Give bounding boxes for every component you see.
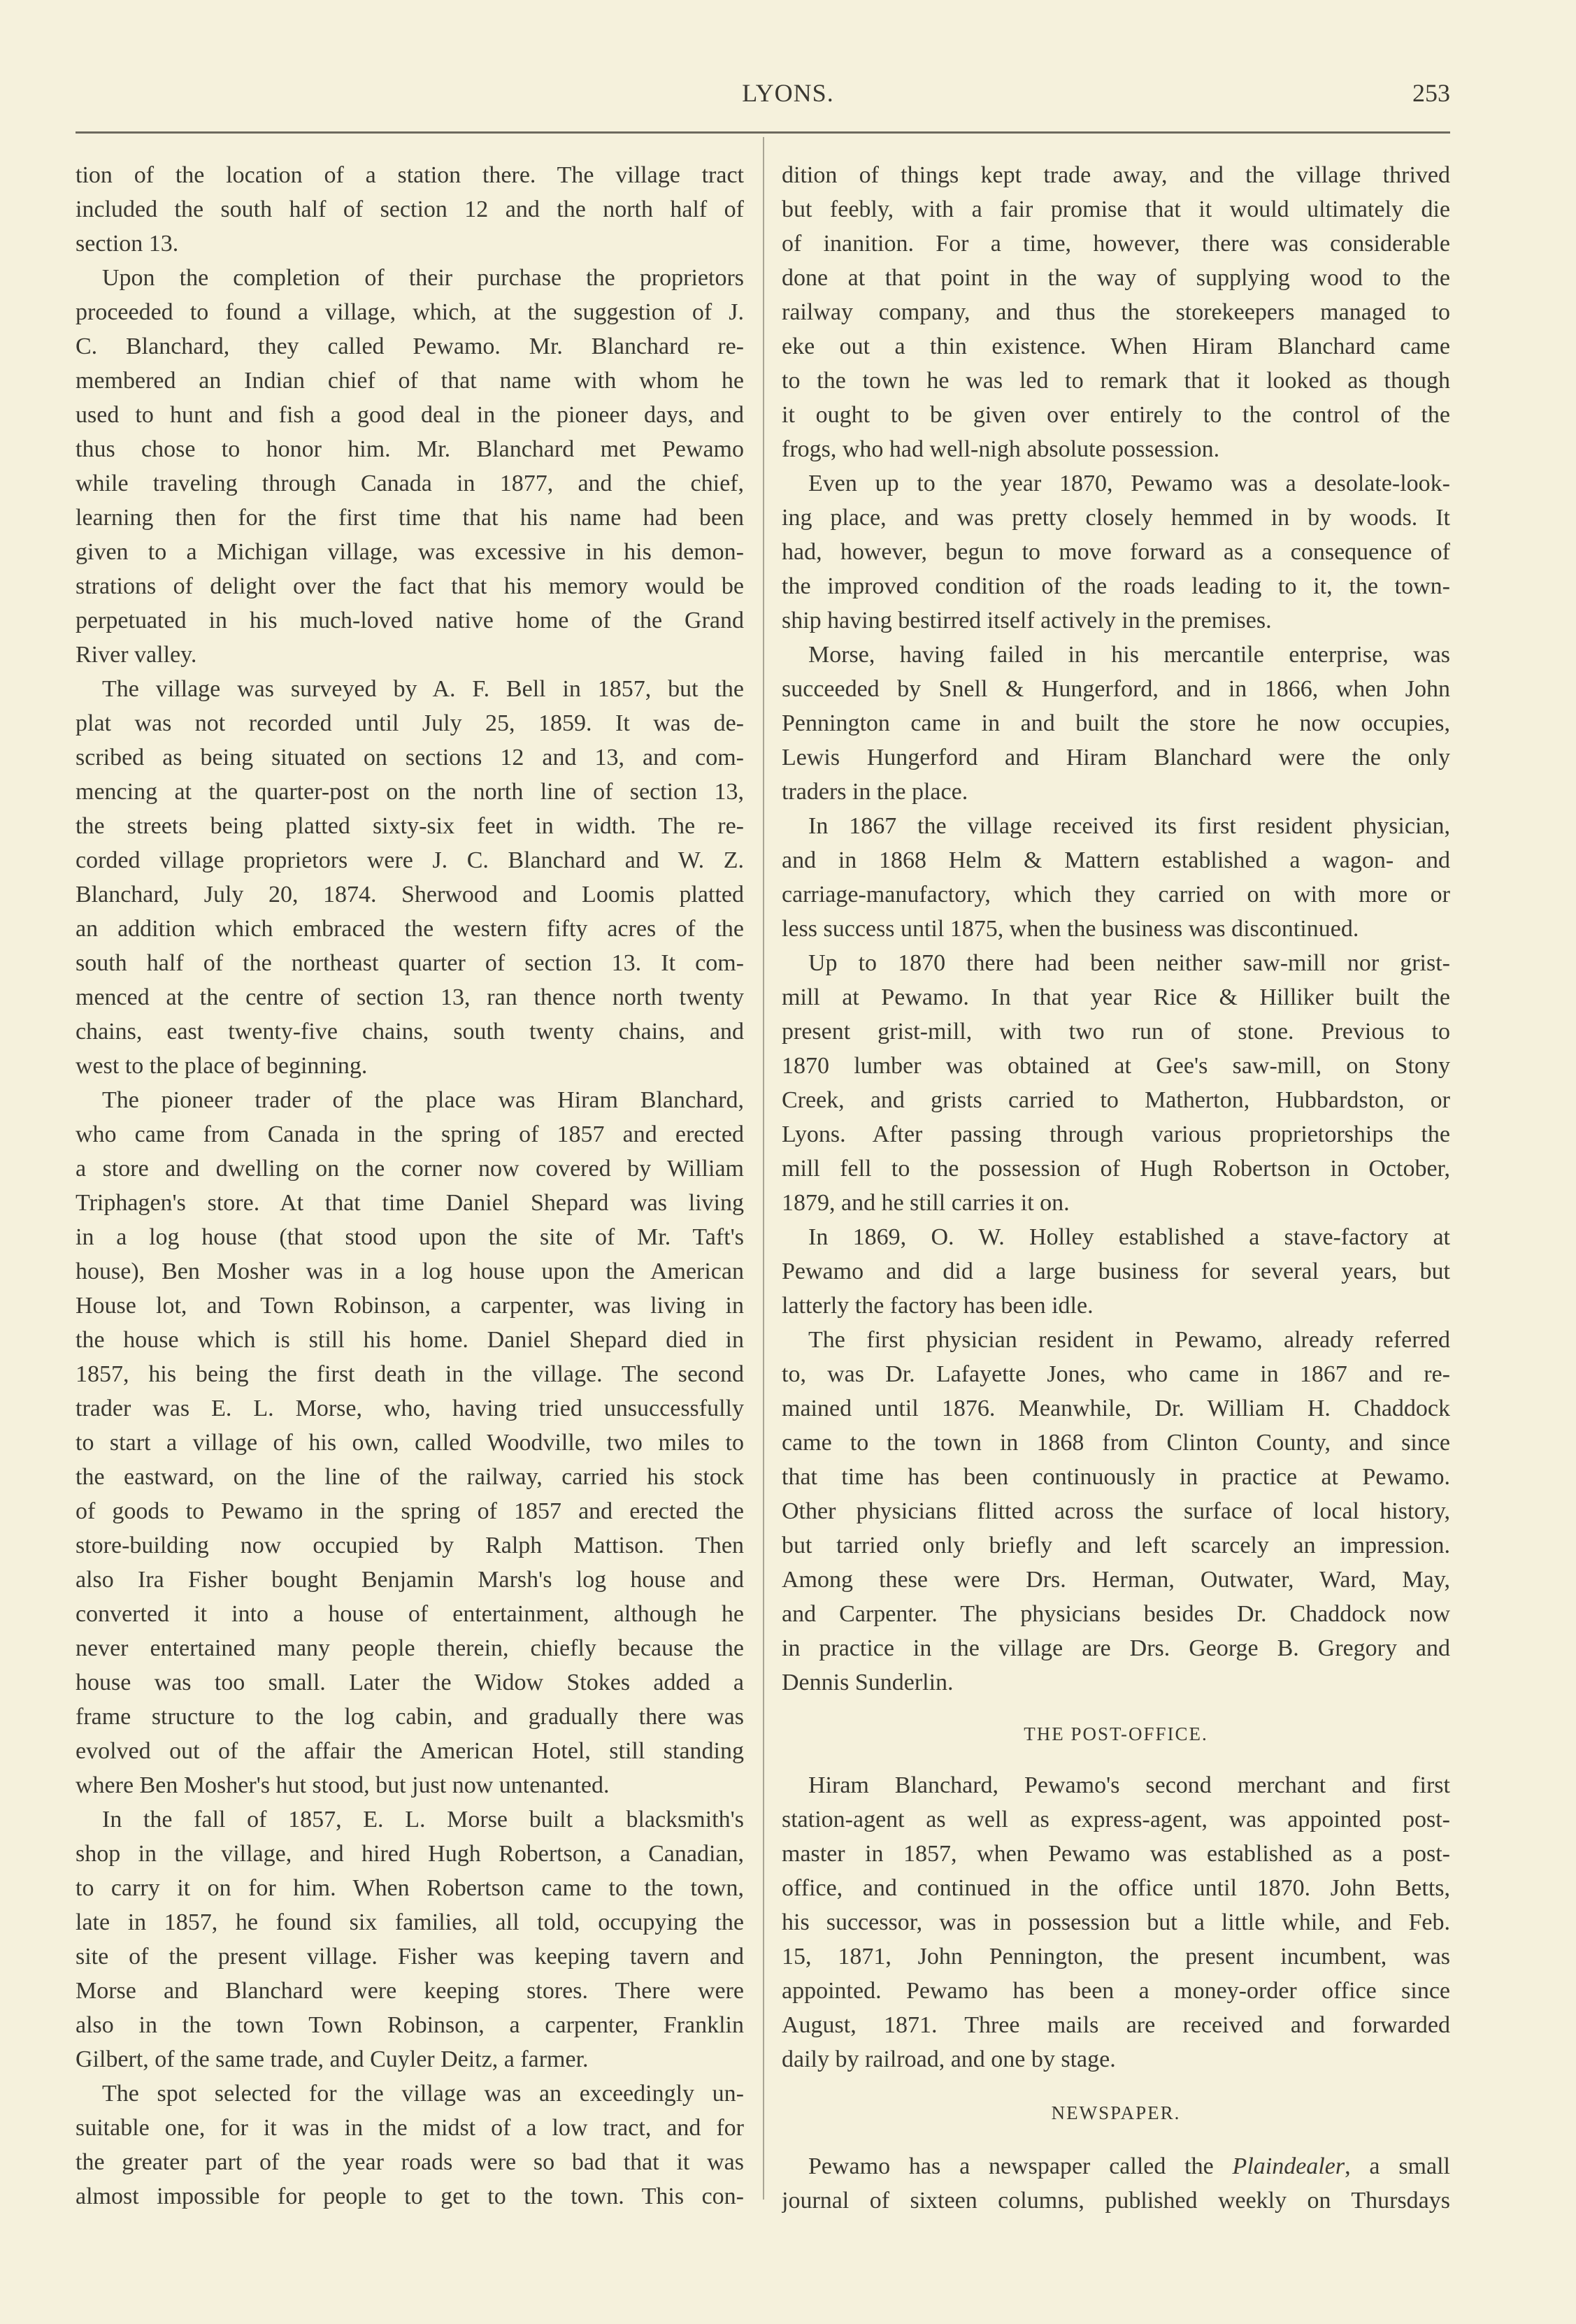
text-fragment: , a small: [1345, 2153, 1450, 2179]
text-line: the improved condition of the roads leading to it, the town-: [782, 573, 1450, 599]
text-line: journal of sixteen columns, published weekly on Thursdays: [782, 2188, 1450, 2214]
text-line: ing place, and was pretty closely hemmed in by woods. It: [782, 505, 1450, 531]
text-line: given to a Michigan village, was excessive in his demon-: [76, 539, 744, 565]
text-line: master in 1857, when Pewamo was established as a post-: [782, 1841, 1450, 1867]
text-line: mencing at the quarter-post on the north line of section 13,: [76, 779, 744, 805]
text-line: and in 1868 Helm & Mattern established a wagon- and: [782, 847, 1450, 873]
text-line: less success until 1875, when the business was discontinued.: [782, 916, 1359, 942]
text-line: in practice in the village are Drs. George B. Gregory and: [782, 1635, 1450, 1661]
text-line: also Ira Fisher bought Benjamin Marsh's log house and: [76, 1567, 744, 1593]
text-line: present grist-mill, with two run of stone. Previous to: [782, 1019, 1450, 1045]
text-line: strations of delight over the fact that his memory would be: [76, 573, 744, 599]
text-line: store-building now occupied by Ralph Mattison. Then: [76, 1533, 744, 1558]
text-line: to the town he was led to remark that it looked as though: [782, 368, 1450, 394]
text-line: Creek, and grists carried to Matherton, Hubbardston, or: [782, 1087, 1450, 1113]
running-head: LYONS.: [742, 79, 834, 107]
text-line: Dennis Sunderlin.: [782, 1670, 954, 1695]
text-line: corded village proprietors were J. C. Blanchard and W. Z.: [76, 847, 744, 873]
text-line: office, and continued in the office until 1870. John Betts,: [782, 1875, 1450, 1901]
text-line: converted it into a house of entertainment, although he: [76, 1601, 744, 1627]
section-heading: NEWSPAPER.: [1051, 2102, 1181, 2123]
text-line: the eastward, on the line of the railway, carried his stock: [76, 1464, 744, 1490]
text-line: Up to 1870 there had been neither saw-mill nor grist-: [808, 950, 1450, 976]
text-line: August, 1871. Three mails are received and forwarded: [782, 2012, 1450, 2038]
text-line: appointed. Pewamo has been a money-order office since: [782, 1978, 1450, 2004]
text-line: house was too small. Later the Widow Stokes added a: [76, 1670, 744, 1695]
header-rule: [76, 131, 1450, 134]
text-line: The spot selected for the village was an exceedingly un-: [102, 2081, 744, 2107]
text-line: Morse, having failed in his mercantile enterprise, was: [808, 642, 1450, 668]
text-line: House lot, and Town Robinson, a carpenter, was living in: [76, 1293, 744, 1319]
text-line: Morse and Blanchard were keeping stores. There were: [76, 1978, 744, 2004]
text-line: plat was not recorded until July 25, 1859. It was de-: [76, 710, 744, 736]
text-line: Lyons. After passing through various proprietorships the: [782, 1121, 1450, 1147]
text-line: site of the present village. Fisher was keeping tavern and: [76, 1944, 744, 1970]
left-column: [76, 158, 744, 2214]
text-line: In 1869, O. W. Holley established a stave-factory at: [808, 1224, 1450, 1250]
text-line: but tarried only briefly and left scarcely an impression.: [782, 1533, 1450, 1558]
text-line: mill fell to the possession of Hugh Robertson in October,: [782, 1156, 1450, 1182]
text-line: succeeded by Snell & Hungerford, and in 1866, when John: [782, 676, 1450, 702]
text-line: also in the town Town Robinson, a carpenter, Franklin: [76, 2012, 744, 2038]
text-line: Other physicians flitted across the surface of local history,: [782, 1498, 1450, 1524]
text-line: mill at Pewamo. In that year Rice & Hilliker built the: [782, 984, 1450, 1010]
text-line: daily by railroad, and one by stage.: [782, 2046, 1116, 2072]
text-line: of goods to Pewamo in the spring of 1857 and erected the: [76, 1498, 744, 1524]
text-line: the streets being platted sixty-six feet in width. The re-: [76, 813, 744, 839]
text-line: never entertained many people therein, chiefly because the: [76, 1635, 744, 1661]
text-line: to start a village of his own, called Woodville, two miles to: [76, 1430, 744, 1456]
text-line: Triphagen's store. At that time Daniel Shepard was living: [76, 1190, 744, 1216]
text-line: to, was Dr. Lafayette Jones, who came in 1867 and re-: [782, 1361, 1450, 1387]
text-line: 1857, his being the first death in the village. The second: [76, 1361, 744, 1387]
text-line: proceeded to found a village, which, at the suggestion of J.: [76, 299, 744, 325]
newspaper-title: Plaindealer: [1232, 2153, 1345, 2179]
text-line: menced at the centre of section 13, ran thence north twenty: [76, 984, 744, 1010]
text-line: tion of the location of a station there. The village tract: [76, 162, 744, 188]
text-line: ship having bestirred itself actively in the premises.: [782, 608, 1272, 633]
text-line: Even up to the year 1870, Pewamo was a desolate-look-: [808, 471, 1450, 496]
text-line: station-agent as well as express-agent, was appointed post-: [782, 1807, 1450, 1832]
text-line: had, however, begun to move forward as a consequence of: [782, 539, 1450, 565]
text-line: in a log house (that stood upon the site of Mr. Taft's: [76, 1224, 744, 1250]
text-line: who came from Canada in the spring of 1857 and erected: [76, 1121, 744, 1147]
text-line: frogs, who had well-nigh absolute possession.: [782, 436, 1220, 462]
page-number: 253: [1412, 79, 1450, 107]
text-line: The first physician resident in Pewamo, already referred: [808, 1327, 1450, 1353]
text-line: In 1867 the village received its first resident physician,: [808, 813, 1450, 839]
section-heading: THE POST-OFFICE.: [1024, 1723, 1208, 1744]
text-fragment: Pewamo has a newspaper called the: [808, 2153, 1233, 2179]
text-line: frame structure to the log cabin, and gradually there was: [76, 1704, 744, 1730]
text-line: Hiram Blanchard, Pewamo's second merchant and first: [808, 1772, 1450, 1798]
column-divider: [763, 137, 764, 2200]
text-line: a store and dwelling on the corner now covered by William: [76, 1156, 744, 1182]
text-line: mained until 1876. Meanwhile, Dr. William H. Chaddock: [782, 1396, 1450, 1421]
text-line: scribed as being situated on sections 12 and 13, and com-: [76, 745, 744, 770]
text-line: the house which is still his home. Daniel Shepard died in: [76, 1327, 744, 1353]
text-line: carriage-manufactory, which they carried on with more or: [782, 882, 1450, 908]
text-line: [782, 2149, 1450, 2183]
text-line: the greater part of the year roads were so bad that it was: [76, 2149, 744, 2175]
text-line: dition of things kept trade away, and the village thrived: [782, 162, 1450, 188]
text-line: Blanchard, July 20, 1874. Sherwood and Loomis platted: [76, 882, 744, 908]
text-line: an addition which embraced the western fifty acres of the: [76, 916, 744, 942]
text-line: learning then for the first time that his name had been: [76, 505, 744, 531]
text-line: his successor, was in possession but a little while, and Feb.: [782, 1909, 1450, 1935]
text-line: perpetuated in his much-loved native home of the Grand: [76, 608, 744, 633]
text-line: C. Blanchard, they called Pewamo. Mr. Blanchard re-: [76, 333, 744, 359]
text-line: suitable one, for it was in the midst of a low tract, and for: [76, 2115, 744, 2141]
text-line: section 13.: [76, 231, 179, 257]
text-line: came to the town in 1868 from Clinton County, and since: [782, 1430, 1450, 1456]
text-line: south half of the northeast quarter of section 13. It com-: [76, 950, 744, 976]
text-line: included the south half of section 12 and the north half of: [76, 196, 744, 222]
text-line: and Carpenter. The physicians besides Dr. Chaddock now: [782, 1601, 1450, 1627]
text-line: railway company, and thus the storekeepers managed to: [782, 299, 1450, 325]
text-line: done at that point in the way of supplying wood to the: [782, 265, 1450, 291]
text-line: almost impossible for people to get to the town. This con-: [76, 2183, 744, 2209]
text-line: but feebly, with a fair promise that it would ultimately die: [782, 196, 1450, 222]
right-column: [782, 158, 1450, 2218]
text-line: Gilbert, of the same trade, and Cuyler Deitz, a farmer.: [76, 2046, 589, 2072]
text-line: eke out a thin existence. When Hiram Blanchard came: [782, 333, 1450, 359]
text-line: of inanition. For a time, however, there was considerable: [782, 231, 1450, 257]
text-line: In the fall of 1857, E. L. Morse built a blacksmith's: [102, 1807, 744, 1832]
text-line: Among these were Drs. Herman, Outwater, Ward, May,: [782, 1567, 1450, 1593]
text-line: house), Ben Mosher was in a log house upon the American: [76, 1258, 744, 1284]
text-line: trader was E. L. Morse, who, having tried unsuccessfully: [76, 1396, 744, 1421]
text-line: Upon the completion of their purchase the proprietors: [102, 265, 744, 291]
text-line: shop in the village, and hired Hugh Robertson, a Canadian,: [76, 1841, 744, 1867]
text-line: that time has been continuously in practice at Pewamo.: [782, 1464, 1450, 1490]
text-line: River valley.: [76, 642, 197, 668]
text-line: thus chose to honor him. Mr. Blanchard met Pewamo: [76, 436, 744, 462]
text-line: traders in the place.: [782, 779, 968, 805]
text-line: to carry it on for him. When Robertson came to the town,: [76, 1875, 744, 1901]
text-line: it ought to be given over entirely to the control of the: [782, 402, 1450, 428]
text-line: 1879, and he still carries it on.: [782, 1190, 1070, 1216]
text-line: membered an Indian chief of that name with whom he: [76, 368, 744, 394]
text-line: 15, 1871, John Pennington, the present incumbent, was: [782, 1944, 1450, 1970]
text-line: where Ben Mosher's hut stood, but just now untenanted.: [76, 1772, 610, 1798]
text-line: 1870 lumber was obtained at Gee's saw-mill, on Stony: [782, 1053, 1450, 1079]
text-line: Pennington came in and built the store he now occupies,: [782, 710, 1450, 736]
text-line: latterly the factory has been idle.: [782, 1293, 1094, 1319]
text-line: The pioneer trader of the place was Hiram Blanchard,: [102, 1087, 744, 1113]
text-line: Pewamo and did a large business for several years, but: [782, 1258, 1450, 1284]
text-line: while traveling through Canada in 1877, and the chief,: [76, 471, 744, 496]
text-line: evolved out of the affair the American Hotel, still standing: [76, 1738, 744, 1764]
text-line: west to the place of beginning.: [76, 1053, 368, 1079]
text-line: The village was surveyed by A. F. Bell in 1857, but the: [102, 676, 744, 702]
text-line: chains, east twenty-five chains, south twenty chains, and: [76, 1019, 744, 1045]
text-line: used to hunt and fish a good deal in the pioneer days, and: [76, 402, 744, 428]
text-line: late in 1857, he found six families, all told, occupying the: [76, 1909, 744, 1935]
text-line: Lewis Hungerford and Hiram Blanchard were the only: [782, 745, 1450, 770]
